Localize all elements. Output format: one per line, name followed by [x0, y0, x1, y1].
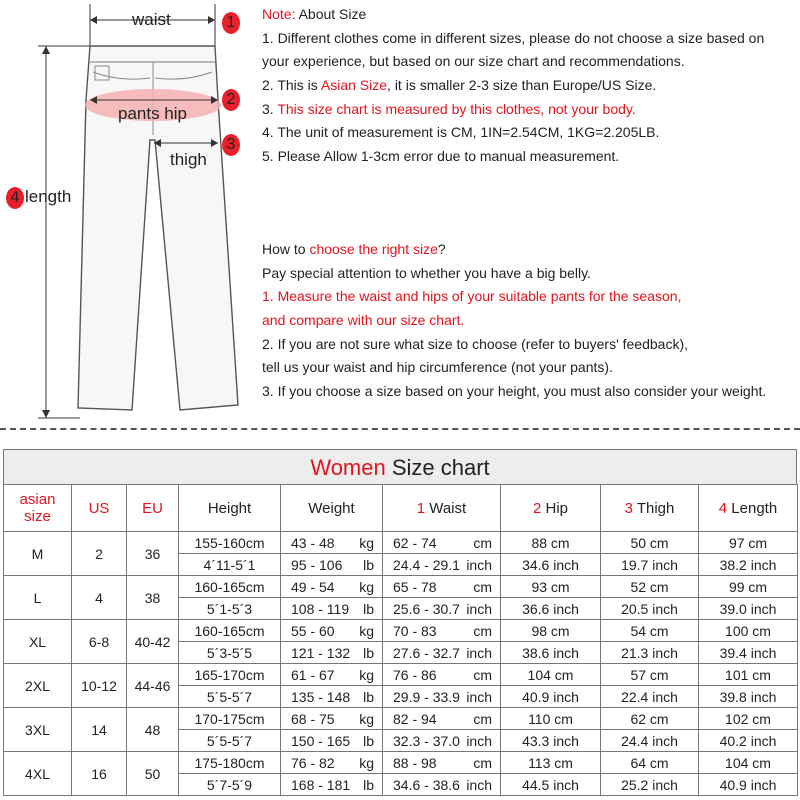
table-row	[4, 620, 798, 642]
waist-label: waist	[132, 10, 171, 29]
how-red: choose the right size	[309, 241, 438, 257]
unit-lb: lb	[363, 688, 374, 705]
cell-us: 10-12	[72, 664, 127, 708]
cell-length-cm: 99 cm	[699, 576, 798, 598]
cell-length-inch: 40.2 inch	[699, 730, 798, 752]
measure-line-3: 3. If you choose a size based on your height, you must also consider your weight.	[262, 383, 767, 400]
cell-thigh-inch: 21.3 inch	[601, 642, 699, 664]
cell-size: 3XL	[4, 708, 72, 752]
chart-title-red: Women	[310, 455, 386, 480]
waist-cm-value: 76 - 86	[393, 666, 437, 683]
note-prefix: Note:	[262, 6, 296, 22]
cell-length-cm: 104 cm	[699, 752, 798, 774]
cell-length-cm: 102 cm	[699, 708, 798, 730]
header-waist-text: Waist	[425, 499, 467, 517]
hip-number-badge: 2	[222, 89, 240, 111]
note-line-1b: your experience, but based on our size chart and recommendations.	[262, 53, 685, 70]
note-line-2-a: 2. This is	[262, 77, 321, 94]
note-line-3	[262, 98, 764, 122]
unit-cm: cm	[473, 534, 492, 551]
waist-cm-value: 82 - 94	[393, 710, 437, 727]
cell-waist-cm	[383, 532, 501, 554]
waist-cm-value: 70 - 83	[393, 622, 437, 639]
measure-line-2: 2. If you are not sure what size to choose (refer to buyers' feedback),	[262, 335, 689, 352]
note-line-1: 1. Different clothes come in different sizes, please do not choose a size based on	[262, 29, 765, 46]
weight-kg-value: 68 - 75	[291, 710, 335, 727]
table-header-row	[4, 485, 798, 532]
belly-tip: Pay special attention to whether you have a big belly.	[262, 264, 591, 281]
cell-height-cm: 165-170cm	[179, 664, 281, 686]
cell-waist-cm	[383, 576, 501, 598]
cell-hip-inch: 38.6 inch	[501, 642, 601, 664]
cell-thigh-inch: 20.5 inch	[601, 598, 699, 620]
header-thigh-text: Thigh	[632, 499, 675, 517]
unit-kg: kg	[359, 710, 374, 727]
cell-hip-cm: 98 cm	[501, 620, 601, 642]
cell-thigh-cm: 62 cm	[601, 708, 699, 730]
cell-eu: 38	[127, 576, 179, 620]
cell-length-inch: 39.4 inch	[699, 642, 798, 664]
note-title: About Size	[295, 6, 367, 22]
cell-height-ft: 5´3-5´5	[179, 642, 281, 664]
cell-thigh-inch: 22.4 inch	[601, 686, 699, 708]
weight-lb-value: 150 - 165	[291, 732, 351, 749]
cell-waist-cm	[383, 752, 501, 774]
length-label: length	[25, 187, 72, 206]
cell-size: 2XL	[4, 664, 72, 708]
unit-lb: lb	[363, 776, 374, 793]
table-row	[4, 664, 798, 686]
cell-weight-kg	[281, 532, 383, 554]
cell-waist-inch	[383, 598, 501, 620]
cell-thigh-inch: 19.7 inch	[601, 554, 699, 576]
table-row	[4, 532, 798, 554]
cell-length-cm: 100 cm	[699, 620, 798, 642]
table-row	[4, 576, 798, 598]
header-asian: asian	[19, 491, 56, 508]
header-hip-num: 2	[532, 499, 542, 517]
waist-inch-value: 34.6 - 38.6	[393, 776, 460, 793]
cell-weight-kg	[281, 576, 383, 598]
cell-eu: 50	[127, 752, 179, 796]
weight-kg-value: 49 - 54	[291, 578, 335, 595]
cell-hip-inch: 43.3 inch	[501, 730, 601, 752]
cell-height-ft: 5´1-5´3	[179, 598, 281, 620]
note-line-3-red: This size chart is measured by this clothes, not your body.	[277, 100, 636, 117]
cell-height-ft: 4´11-5´1	[179, 554, 281, 576]
cell-us: 2	[72, 532, 127, 576]
header-us: US	[72, 485, 127, 532]
note-line-2-b: , it is smaller 2-3 size than Europe/US Size.	[387, 77, 657, 94]
cell-length-cm: 101 cm	[699, 664, 798, 686]
cell-waist-cm	[383, 664, 501, 686]
weight-kg-value: 55 - 60	[291, 622, 335, 639]
cell-hip-inch: 40.9 inch	[501, 686, 601, 708]
cell-length-inch: 39.0 inch	[699, 598, 798, 620]
note-line-4: 4. The unit of measurement is CM, 1IN=2.54CM, 1KG=2.205LB.	[262, 124, 660, 141]
waist-inch-value: 32.3 - 37.0	[393, 732, 460, 749]
cell-hip-cm: 88 cm	[501, 532, 601, 554]
waist-inch-value: 24.4 - 29.1	[393, 556, 460, 573]
unit-kg: kg	[359, 578, 374, 595]
header-weight: Weight	[281, 485, 383, 532]
unit-kg: kg	[359, 622, 374, 639]
cell-us: 14	[72, 708, 127, 752]
cell-weight-kg	[281, 620, 383, 642]
unit-kg: kg	[359, 666, 374, 683]
note-heading	[262, 3, 764, 27]
cell-waist-inch	[383, 642, 501, 664]
unit-inch: inch	[466, 688, 492, 705]
cell-thigh-inch: 25.2 inch	[601, 774, 699, 796]
unit-inch: inch	[466, 776, 492, 793]
cell-height-cm: 175-180cm	[179, 752, 281, 774]
cell-height-cm: 170-175cm	[179, 708, 281, 730]
cell-size: L	[4, 576, 72, 620]
waist-cm-value: 88 - 98	[393, 754, 437, 771]
cell-hip-inch: 34.6 inch	[501, 554, 601, 576]
cell-thigh-cm: 57 cm	[601, 664, 699, 686]
cell-hip-cm: 110 cm	[501, 708, 601, 730]
unit-cm: cm	[473, 622, 492, 639]
cell-eu: 48	[127, 708, 179, 752]
cell-weight-kg	[281, 752, 383, 774]
header-asian-size	[4, 485, 72, 532]
cell-thigh-cm: 50 cm	[601, 532, 699, 554]
cell-height-ft: 5´7-5´9	[179, 774, 281, 796]
cell-height-ft: 5´5-5´7	[179, 730, 281, 752]
header-thigh	[601, 485, 699, 532]
dashed-separator	[0, 428, 800, 430]
cell-length-inch: 39.8 inch	[699, 686, 798, 708]
cell-eu: 44-46	[127, 664, 179, 708]
measure-line-2b: tell us your waist and hip circumference (not your pants).	[262, 359, 613, 376]
header-waist-num: 1	[416, 499, 426, 517]
weight-lb-value: 121 - 132	[291, 644, 351, 661]
cell-height-ft: 5´5-5´7	[179, 686, 281, 708]
measure-line-1: 1. Measure the waist and hips of your suitable pants for the season,	[262, 288, 682, 305]
cell-height-cm: 160-165cm	[179, 576, 281, 598]
weight-lb-value: 95 - 106	[291, 556, 343, 573]
cell-eu: 36	[127, 532, 179, 576]
cell-hip-cm: 104 cm	[501, 664, 601, 686]
thigh-number-badge: 3	[222, 134, 240, 156]
how-a: How to	[262, 241, 310, 257]
cell-hip-cm: 93 cm	[501, 576, 601, 598]
cell-hip-inch: 36.6 inch	[501, 598, 601, 620]
waist-cm-value: 62 - 74	[393, 534, 437, 551]
measure-line-1b: and compare with our size chart.	[262, 312, 465, 329]
note-line-2	[262, 74, 764, 98]
header-hip	[501, 485, 601, 532]
cell-weight-lb	[281, 730, 383, 752]
size-table	[3, 484, 798, 796]
weight-kg-value: 43 - 48	[291, 534, 335, 551]
cell-weight-lb	[281, 598, 383, 620]
cell-waist-cm	[383, 708, 501, 730]
chart-title	[3, 449, 797, 484]
header-waist	[383, 485, 501, 532]
unit-lb: lb	[363, 556, 374, 573]
cell-weight-kg	[281, 664, 383, 686]
cell-size: M	[4, 532, 72, 576]
cell-height-cm: 155-160cm	[179, 532, 281, 554]
cell-waist-inch	[383, 730, 501, 752]
how-b: ?	[437, 241, 446, 257]
unit-kg: kg	[359, 754, 374, 771]
cell-size: XL	[4, 620, 72, 664]
cell-us: 6-8	[72, 620, 127, 664]
cell-length-cm: 97 cm	[699, 532, 798, 554]
cell-weight-lb	[281, 554, 383, 576]
cell-thigh-cm: 52 cm	[601, 576, 699, 598]
cell-eu: 40-42	[127, 620, 179, 664]
cell-thigh-inch: 24.4 inch	[601, 730, 699, 752]
cell-us: 16	[72, 752, 127, 796]
unit-lb: lb	[363, 644, 374, 661]
header-size: size	[24, 508, 51, 525]
table-body	[4, 532, 798, 796]
cell-thigh-cm: 64 cm	[601, 752, 699, 774]
unit-lb: lb	[363, 600, 374, 617]
weight-lb-value: 108 - 119	[291, 600, 350, 617]
cell-us: 4	[72, 576, 127, 620]
weight-kg-value: 76 - 82	[291, 754, 335, 771]
weight-lb-value: 135 - 148	[291, 688, 351, 705]
cell-weight-lb	[281, 686, 383, 708]
waist-number-badge: 1	[222, 12, 240, 34]
header-length-text: Length	[727, 499, 778, 517]
table-row	[4, 752, 798, 774]
cell-weight-lb	[281, 642, 383, 664]
table-row	[4, 708, 798, 730]
pants-illustration	[0, 0, 250, 430]
unit-inch: inch	[466, 732, 492, 749]
cell-hip-inch: 44.5 inch	[501, 774, 601, 796]
waist-inch-value: 27.6 - 32.7	[393, 644, 460, 661]
cell-weight-kg	[281, 708, 383, 730]
unit-inch: inch	[466, 600, 492, 617]
length-number-badge: 4	[6, 187, 24, 209]
size-chart	[3, 449, 797, 797]
unit-cm: cm	[473, 666, 492, 683]
cell-waist-inch	[383, 554, 501, 576]
unit-cm: cm	[473, 754, 492, 771]
note-line-2-red: Asian Size	[320, 77, 388, 94]
weight-kg-value: 61 - 67	[291, 666, 335, 683]
header-eu: EU	[127, 485, 179, 532]
note-line-3-a: 3.	[262, 100, 278, 117]
pants-diagram	[0, 0, 250, 430]
cell-waist-cm	[383, 620, 501, 642]
cell-waist-inch	[383, 774, 501, 796]
cell-hip-cm: 113 cm	[501, 752, 601, 774]
unit-lb: lb	[363, 732, 374, 749]
unit-cm: cm	[473, 710, 492, 727]
cell-height-cm: 160-165cm	[179, 620, 281, 642]
header-height: Height	[179, 485, 281, 532]
thigh-label: thigh	[170, 150, 207, 169]
header-length-num: 4	[718, 499, 728, 517]
waist-inch-value: 29.9 - 33.9	[393, 688, 460, 705]
chart-title-rest: Size chart	[385, 455, 490, 480]
cell-size: 4XL	[4, 752, 72, 796]
waist-cm-value: 65 - 78	[393, 578, 437, 595]
cell-waist-inch	[383, 686, 501, 708]
how-to-heading	[262, 238, 766, 262]
unit-kg: kg	[359, 534, 374, 551]
header-length	[699, 485, 798, 532]
weight-lb-value: 168 - 181	[291, 776, 351, 793]
cell-weight-lb	[281, 774, 383, 796]
unit-inch: inch	[466, 556, 492, 573]
cell-length-inch: 38.2 inch	[699, 554, 798, 576]
header-thigh-num: 3	[624, 499, 633, 517]
header-hip-text: Hip	[541, 499, 569, 517]
hip-label: pants hip	[118, 104, 187, 123]
cell-thigh-cm: 54 cm	[601, 620, 699, 642]
note-line-5: 5. Please Allow 1-3cm error due to manual measurement.	[262, 148, 620, 165]
unit-cm: cm	[473, 578, 492, 595]
waist-inch-value: 25.6 - 30.7	[393, 600, 460, 617]
unit-inch: inch	[466, 644, 492, 661]
cell-length-inch: 40.9 inch	[699, 774, 798, 796]
